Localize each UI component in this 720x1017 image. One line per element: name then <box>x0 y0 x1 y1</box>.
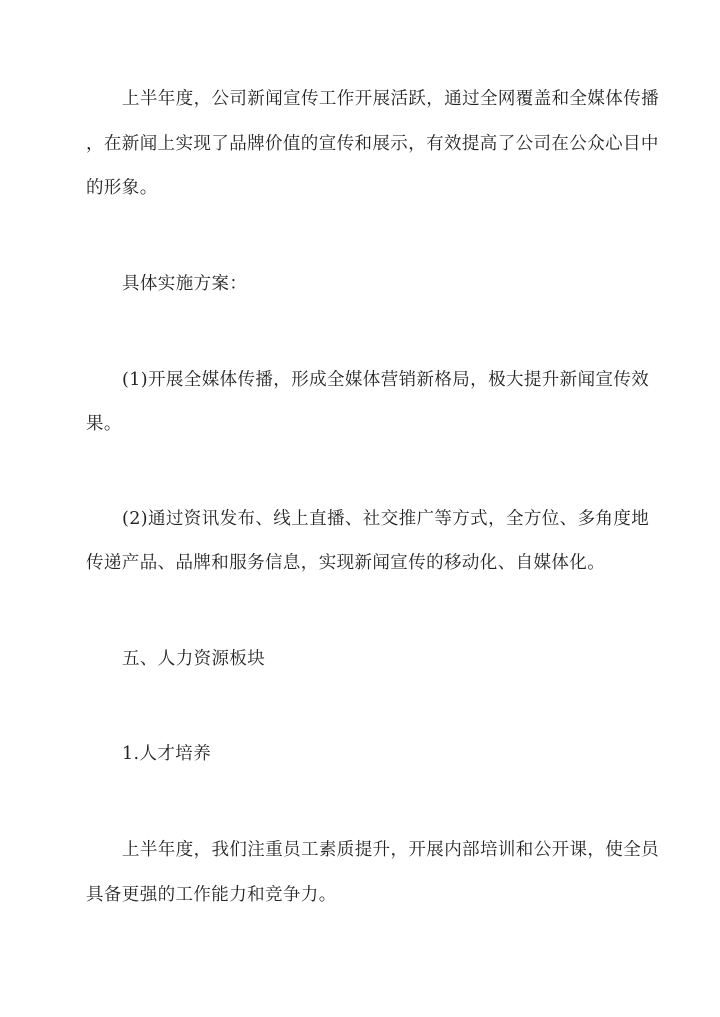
paragraph-hr-line-1: 上半年度，我们注重员工素质提升，开展内部培训和公开课，使全员 <box>122 840 659 860</box>
section-5-heading: 五、人力资源板块 <box>122 649 266 669</box>
paragraph-news-line-3: 的形象。 <box>86 178 158 198</box>
plan-item-1-line-2: 果。 <box>86 414 122 434</box>
plan-item-1-line-1: (1)开展全媒体传播，形成全媒体营销新格局，极大提升新闻宣传效 <box>122 370 650 390</box>
paragraph-hr-line-2: 具备更强的工作能力和竞争力。 <box>86 885 337 905</box>
subsection-1-heading: 1.人才培养 <box>122 744 212 764</box>
plan-heading: 具体实施方案： <box>122 274 248 294</box>
paragraph-news-line-1: 上半年度，公司新闻宣传工作开展活跃，通过全网覆盖和全媒体传播 <box>122 89 659 109</box>
plan-item-2-line-2: 传递产品、品牌和服务信息，实现新闻宣传的移动化、自媒体化。 <box>86 553 606 573</box>
paragraph-news-line-2: ，在新闻上实现了品牌价值的宣传和展示，有效提高了公司在公众心目中 <box>86 134 659 154</box>
plan-item-2-line-1: (2)通过资讯发布、线上直播、社交推广等方式，全方位、多角度地 <box>122 509 650 529</box>
